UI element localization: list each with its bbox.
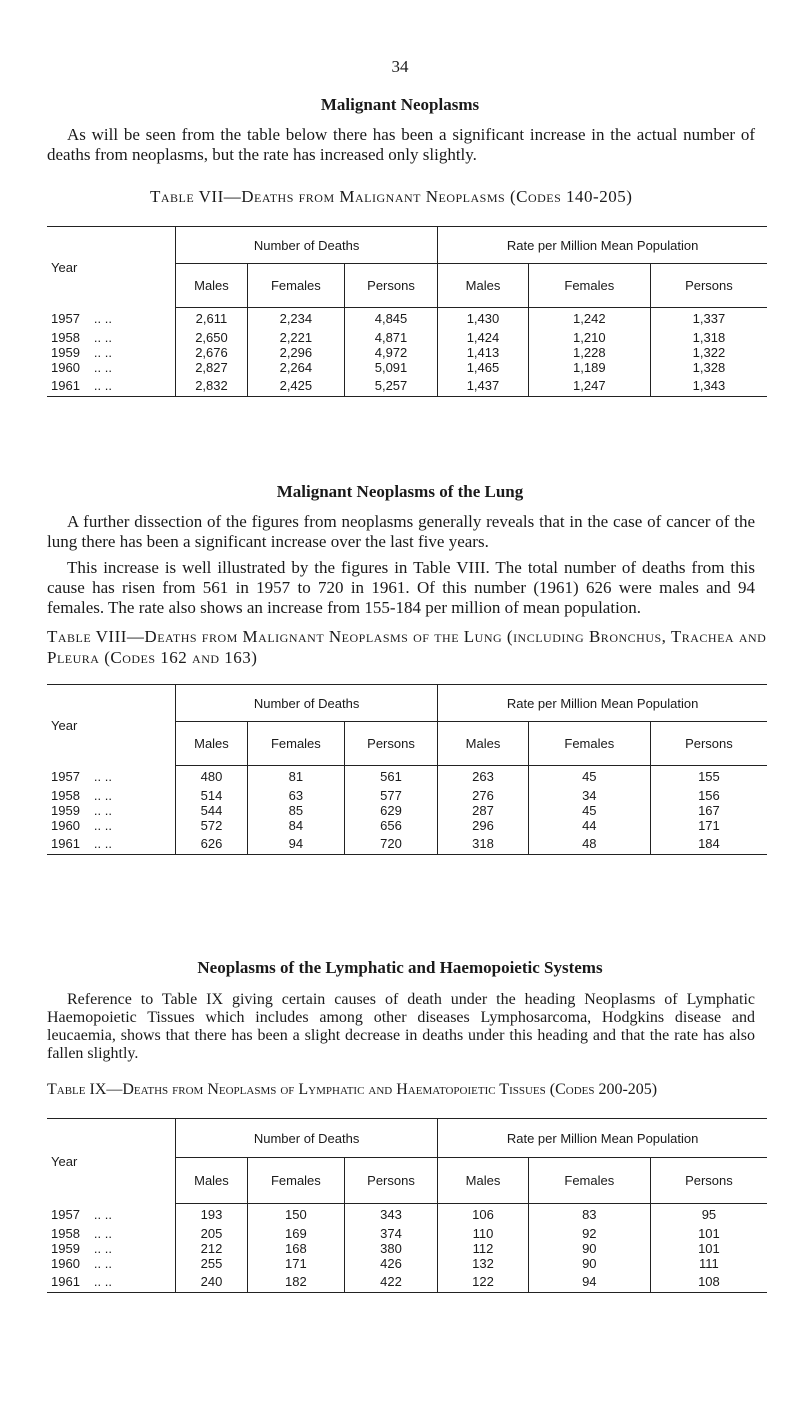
year-header: Year — [47, 227, 176, 308]
value-cell: 85 — [247, 803, 344, 818]
year-header: Year — [47, 685, 176, 766]
paragraph-text: A further dissection of the figures from neoplasms generally reveals that in the case of cancer of the lung there has been a significant increase over the last five years. — [47, 512, 755, 551]
value-cell: 182 — [247, 1271, 344, 1293]
year-value: 1957 — [51, 1207, 80, 1222]
year-cell — [47, 1256, 176, 1271]
value-cell: 48 — [528, 833, 650, 855]
leader-dots: .. .. — [93, 817, 112, 833]
table-row — [47, 1226, 767, 1241]
leader-dots: .. .. — [93, 1225, 112, 1241]
value-cell: 2,296 — [247, 345, 344, 360]
value-cell: 4,972 — [344, 345, 437, 360]
subheader: Females — [528, 264, 650, 308]
subheader: Males — [176, 264, 248, 308]
subheader: Persons — [650, 264, 767, 308]
year-header: Year — [47, 1119, 176, 1204]
value-cell: 1,413 — [438, 345, 529, 360]
subheader: Males — [438, 264, 529, 308]
value-cell: 155 — [698, 769, 720, 785]
leader-dots: .. .. — [93, 1207, 112, 1222]
leader-dots: .. .. — [93, 1255, 112, 1271]
value-cell: 2,264 — [247, 360, 344, 375]
table-caption: Table VIII—Deaths from Malignant Neoplasms of the Lung (including Bronchus, Trachea and Pleura (Codes 162 and 163) — [47, 627, 767, 667]
year-value: 1958 — [51, 329, 80, 345]
subheader: Females — [247, 264, 344, 308]
value-cell: 1,343 — [650, 375, 767, 397]
year-value: 1958 — [51, 787, 80, 803]
value-cell: 1,437 — [438, 375, 529, 397]
value-cell: 1,210 — [528, 330, 650, 345]
value-cell: 1,424 — [438, 330, 529, 345]
table-row — [47, 308, 767, 330]
value-cell: 101 — [698, 1225, 720, 1241]
year-cell — [47, 345, 176, 360]
value-cell: 171 — [247, 1256, 344, 1271]
table-caption: Table VII—Deaths from Malignant Neoplasms (Codes 140-205) — [150, 187, 633, 206]
value-cell: 5,257 — [344, 375, 437, 397]
value-cell: 1,318 — [692, 329, 726, 345]
subheader: Males — [438, 1158, 529, 1204]
value-cell: 2,832 — [176, 375, 248, 397]
section-paragraph — [47, 558, 755, 618]
page-number: 34 — [391, 57, 409, 76]
value-cell: 45 — [528, 766, 650, 788]
table-row — [47, 833, 767, 855]
value-cell: 380 — [344, 1241, 437, 1256]
value-cell: 63 — [247, 788, 344, 803]
year-value: 1957 — [51, 311, 80, 326]
subheader: Males — [438, 722, 529, 766]
leader-dots: .. .. — [93, 769, 112, 784]
value-cell: 212 — [176, 1241, 248, 1256]
subheader: Persons — [344, 1158, 437, 1204]
value-cell: 132 — [438, 1256, 529, 1271]
subheader: Males — [176, 722, 248, 766]
table-row — [47, 345, 767, 360]
year-cell — [47, 766, 176, 788]
leader-dots: .. .. — [93, 344, 112, 360]
year-value: 1959 — [51, 344, 80, 360]
subheader: Females — [528, 722, 650, 766]
table-row — [47, 1256, 767, 1271]
subheader: Persons — [650, 722, 767, 766]
table-row — [47, 766, 767, 788]
leader-dots: .. .. — [93, 311, 112, 326]
paragraph-text: Reference to Table IX giving certain causes of death under the heading Neoplasms of Lymphatic Haemopoietic Tissues which includes among other diseases Lymphosarcoma, Hodgkins disease and leucaemia, shows that there has been a slight decrease in deaths under this heading and that the rate has also fallen slightly. — [47, 991, 755, 1062]
year-cell — [47, 375, 176, 397]
paragraph-text: As will be seen from the table below there has been a significant increase in the actual number of deaths from neoplasms, but the rate has increased only slightly. — [47, 125, 755, 164]
section-paragraph — [47, 991, 755, 1063]
year-cell — [47, 360, 176, 375]
value-cell: 94 — [247, 833, 344, 855]
value-cell: 514 — [176, 788, 248, 803]
value-cell: 626 — [176, 833, 248, 855]
value-cell: 156 — [698, 787, 720, 803]
value-cell: 90 — [528, 1241, 650, 1256]
value-cell: 171 — [698, 817, 720, 833]
year-cell — [47, 833, 176, 855]
year-value: 1959 — [51, 802, 80, 818]
table-row — [47, 1241, 767, 1256]
value-cell: 4,845 — [344, 308, 437, 330]
value-cell: 4,871 — [344, 330, 437, 345]
number-of-deaths-header: Number of Deaths — [176, 227, 438, 264]
year-value: 1960 — [51, 817, 80, 833]
subheader: Females — [247, 722, 344, 766]
value-cell: 2,234 — [247, 308, 344, 330]
year-cell — [47, 308, 176, 330]
value-cell: 95 — [701, 1207, 717, 1223]
value-cell: 422 — [344, 1271, 437, 1293]
value-cell: 561 — [344, 766, 437, 788]
value-cell: 1,242 — [528, 308, 650, 330]
year-cell — [47, 1241, 176, 1256]
value-cell: 110 — [438, 1226, 529, 1241]
leader-dots: .. .. — [93, 787, 112, 803]
section-heading-malignant-neoplasms: Malignant Neoplasms — [320, 95, 480, 114]
year-cell — [47, 803, 176, 818]
year-value: 1960 — [51, 1255, 80, 1271]
value-cell: 426 — [344, 1256, 437, 1271]
value-cell: 84 — [247, 818, 344, 833]
value-cell: 240 — [176, 1271, 248, 1293]
value-cell: 577 — [344, 788, 437, 803]
value-cell: 112 — [438, 1241, 529, 1256]
value-cell: 255 — [176, 1256, 248, 1271]
value-cell: 2,827 — [176, 360, 248, 375]
value-cell: 92 — [528, 1226, 650, 1241]
value-cell: 296 — [438, 818, 529, 833]
value-cell: 45 — [528, 803, 650, 818]
value-cell: 287 — [438, 803, 529, 818]
value-cell: 1,328 — [692, 359, 726, 375]
value-cell: 572 — [176, 818, 248, 833]
table-viii — [47, 684, 767, 855]
table-caption: Table IX—Deaths from Neoplasms of Lymphatic and Haematopoietic Tissues (Codes 200-205) — [47, 1081, 658, 1098]
section-heading-lung: Malignant Neoplasms of the Lung — [276, 482, 524, 501]
year-cell — [47, 1204, 176, 1226]
value-cell: 205 — [176, 1226, 248, 1241]
paragraph-text: This increase is well illustrated by the figures in Table VIII. The total number of deaths from this cause has risen from 561 in 1957 to 720 in 1961. Of this number (1961) 626 were males and 94 females. The rate also shows an increase from 155-184 per million of mean population. — [47, 558, 755, 617]
number-of-deaths-header: Number of Deaths — [176, 1119, 438, 1158]
subheader: Persons — [344, 264, 437, 308]
value-cell: 90 — [528, 1256, 650, 1271]
year-value: 1959 — [51, 1240, 80, 1256]
subheader: Persons — [344, 722, 437, 766]
subheader: Males — [176, 1158, 248, 1204]
value-cell: 101 — [698, 1240, 720, 1256]
value-cell: 122 — [438, 1271, 529, 1293]
table-row — [47, 1204, 767, 1226]
value-cell: 2,611 — [176, 308, 248, 330]
value-cell: 111 — [699, 1255, 719, 1271]
year-value: 1957 — [51, 769, 80, 784]
year-cell — [47, 818, 176, 833]
leader-dots: .. .. — [93, 1240, 112, 1256]
leader-dots: .. .. — [93, 359, 112, 375]
value-cell: 81 — [247, 766, 344, 788]
leader-dots: .. .. — [93, 329, 112, 345]
value-cell: 1,228 — [528, 345, 650, 360]
table-vii — [47, 226, 767, 397]
year-cell — [47, 330, 176, 345]
value-cell: 480 — [176, 766, 248, 788]
year-cell — [47, 1226, 176, 1241]
rate-per-million-header: Rate per Million Mean Population — [438, 1119, 767, 1158]
value-cell: 193 — [176, 1204, 248, 1226]
value-cell: 1,430 — [438, 308, 529, 330]
year-cell — [47, 788, 176, 803]
value-cell: 1,465 — [438, 360, 529, 375]
value-cell: 1,189 — [528, 360, 650, 375]
value-cell: 1,322 — [692, 344, 726, 360]
value-cell: 720 — [344, 833, 437, 855]
value-cell: 263 — [438, 766, 529, 788]
value-cell: 2,425 — [247, 375, 344, 397]
value-cell: 44 — [528, 818, 650, 833]
value-cell: 656 — [344, 818, 437, 833]
section-paragraph — [47, 512, 755, 552]
table-row — [47, 360, 767, 375]
value-cell: 2,221 — [247, 330, 344, 345]
value-cell: 2,650 — [176, 330, 248, 345]
leader-dots: .. .. — [93, 377, 112, 393]
year-value: 1960 — [51, 359, 80, 375]
leader-dots: .. .. — [93, 1273, 112, 1289]
value-cell: 5,091 — [344, 360, 437, 375]
section-paragraph — [47, 125, 755, 165]
section-heading-lymphatic: Neoplasms of the Lymphatic and Haemopoietic Systems — [197, 958, 603, 977]
table-row — [47, 788, 767, 803]
rate-per-million-header: Rate per Million Mean Population — [438, 227, 767, 264]
value-cell: 318 — [438, 833, 529, 855]
value-cell: 544 — [176, 803, 248, 818]
value-cell: 629 — [344, 803, 437, 818]
table-row — [47, 1271, 767, 1293]
table-row — [47, 330, 767, 345]
rate-per-million-header: Rate per Million Mean Population — [438, 685, 767, 722]
subheader: Females — [247, 1158, 344, 1204]
value-cell: 34 — [528, 788, 650, 803]
subheader: Females — [528, 1158, 650, 1204]
value-cell: 2,676 — [176, 345, 248, 360]
value-cell: 167 — [698, 802, 720, 818]
subheader: Persons — [650, 1158, 767, 1204]
value-cell: 83 — [528, 1204, 650, 1226]
table-row — [47, 803, 767, 818]
year-value: 1961 — [51, 1273, 80, 1289]
value-cell: 94 — [528, 1271, 650, 1293]
leader-dots: .. .. — [93, 802, 112, 818]
year-cell — [47, 1271, 176, 1293]
year-value: 1958 — [51, 1225, 80, 1241]
leader-dots: .. .. — [93, 835, 112, 851]
value-cell: 184 — [650, 833, 767, 855]
value-cell: 169 — [247, 1226, 344, 1241]
value-cell: 168 — [247, 1241, 344, 1256]
year-value: 1961 — [51, 377, 80, 393]
year-value: 1961 — [51, 835, 80, 851]
table-row — [47, 375, 767, 397]
table-row — [47, 818, 767, 833]
number-of-deaths-header: Number of Deaths — [176, 685, 438, 722]
value-cell: 276 — [438, 788, 529, 803]
value-cell: 108 — [650, 1271, 767, 1293]
value-cell: 1,247 — [528, 375, 650, 397]
value-cell: 150 — [247, 1204, 344, 1226]
value-cell: 1,337 — [692, 311, 726, 327]
value-cell: 374 — [344, 1226, 437, 1241]
value-cell: 343 — [344, 1204, 437, 1226]
table-ix — [47, 1118, 767, 1293]
value-cell: 106 — [438, 1204, 529, 1226]
